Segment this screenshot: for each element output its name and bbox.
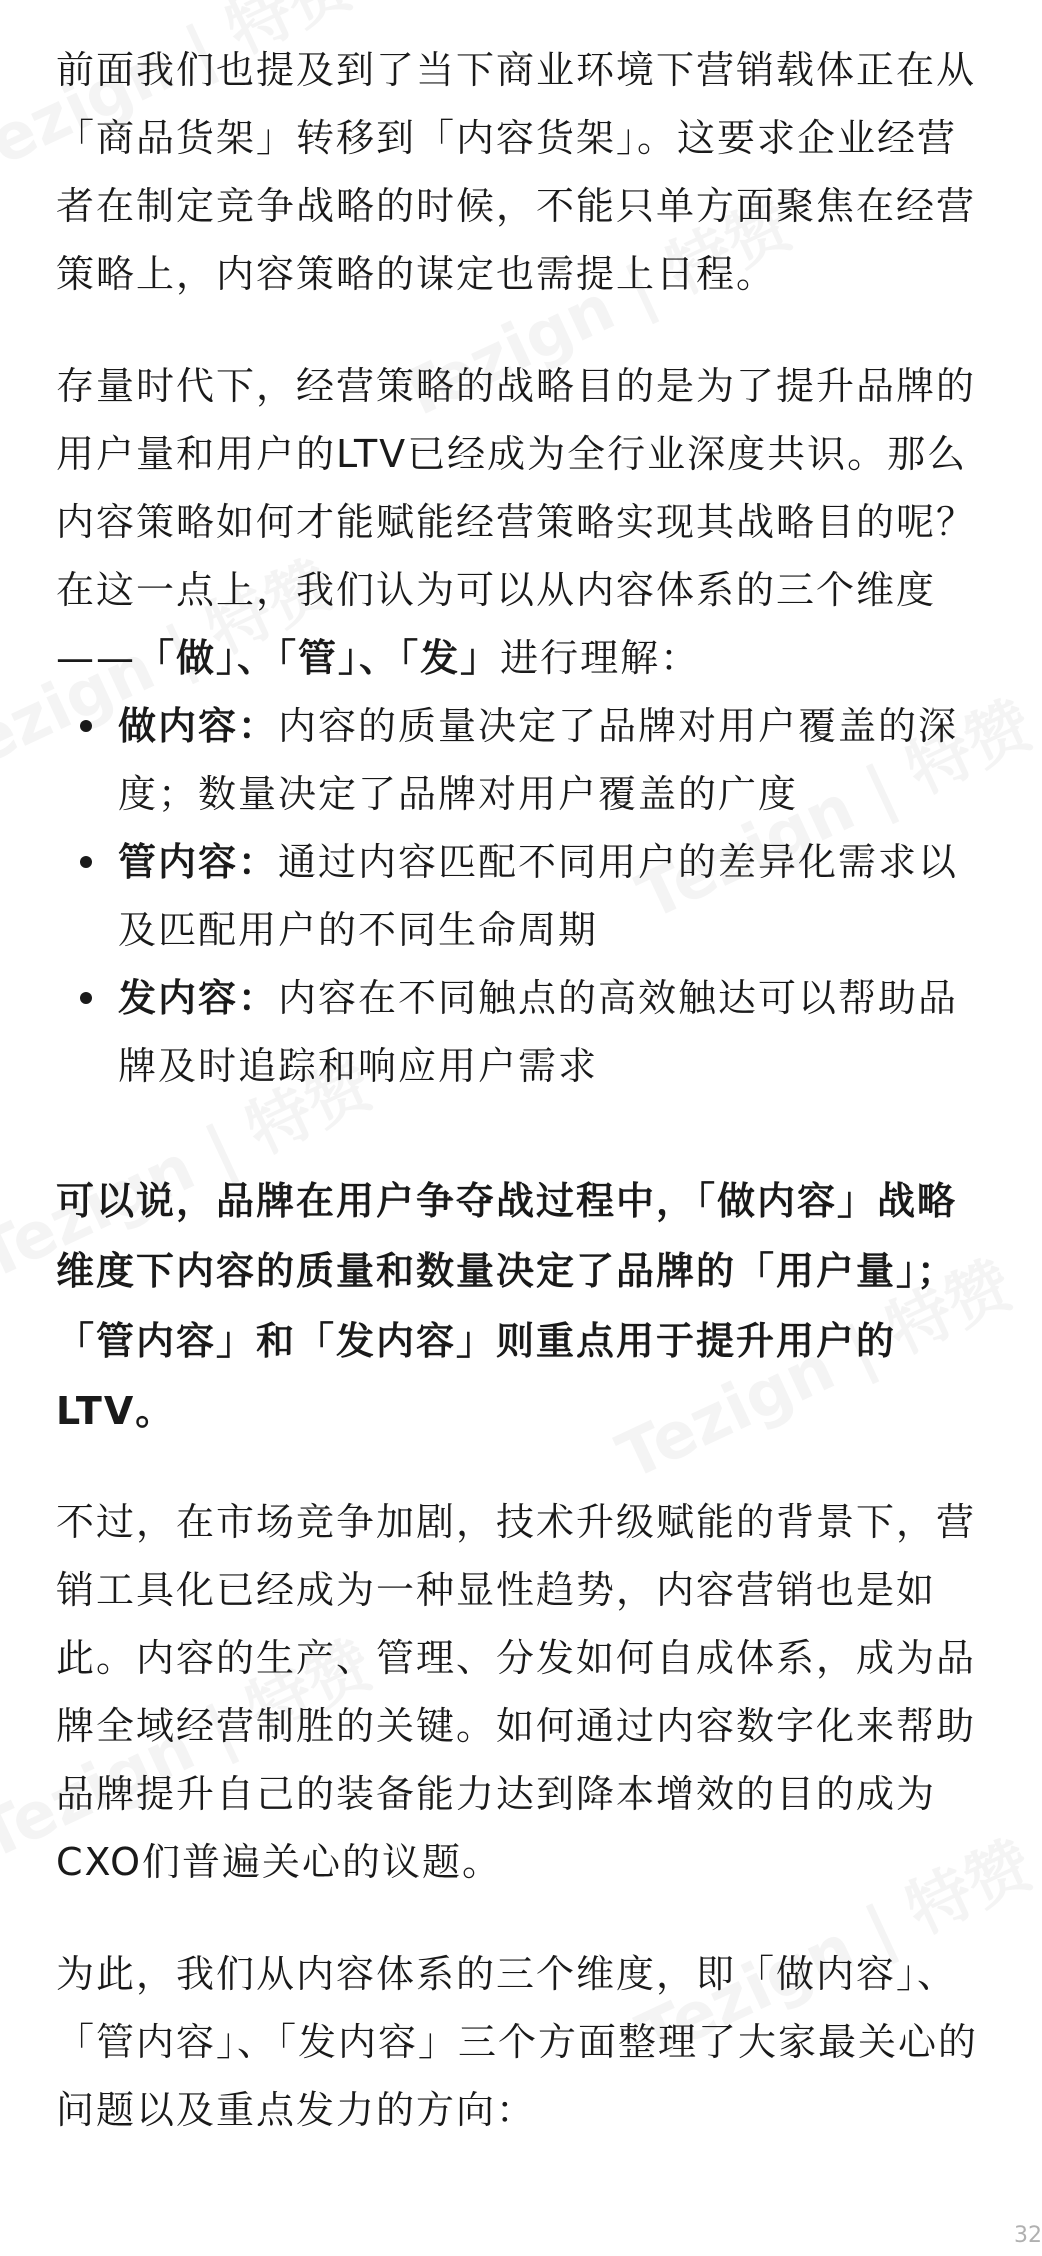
paragraph-conclusion: 可以说，品牌在用户争夺战过程中，「做内容」战略维度下内容的质量和数量决定了品牌的「用户量」；「管内容」和「发内容」则重点用于提升用户的LTV。 — [56, 1179, 958, 1433]
bullet-icon — [80, 992, 92, 1004]
paragraph-digitalization: 不过，在市场竞争加剧，技术升级赋能的背景下，营销工具化已经成为一种显性趋势，内容营销也是如此。内容的生产、管理、分发如何自成体系，成为品牌全域经营制胜的关键。如何通过内容数字化来帮助品牌提升自己的装备能力达到降本增效的目的成为CXO们普遍关心的议题。 — [56, 1500, 977, 1884]
bullet-icon — [80, 720, 92, 732]
dimension-separator: 、 — [359, 636, 400, 680]
list-item-text: 通过内容匹配不同用户的差异化需求以及匹配用户的不同生命周期 — [118, 840, 959, 952]
paragraph-intro: 前面我们也提及到了当下商业环境下营销载体正在从「商品货架」转移到「内容货架」。这要求企业经营者在制定竞争战略的时候，不能只单方面聚焦在经营策略上，内容策略的谋定也需提上日程。 — [56, 48, 977, 296]
list-item — [56, 692, 986, 828]
list-item-text: 内容在不同触点的高效触达可以帮助品牌及时追踪和响应用户需求 — [118, 976, 959, 1088]
paragraph-summary: 为此，我们从内容体系的三个维度，即「做内容」、「管内容」、「发内容」三个方面整理了大家最关心的问题以及重点发力的方向： — [56, 1952, 979, 2132]
article-body — [56, 36, 986, 2144]
list-item — [56, 964, 986, 1100]
dimension-separator: 、 — [237, 636, 278, 680]
bullet-icon — [80, 856, 92, 868]
list-item-term: 做内容： — [118, 704, 279, 748]
page-number: 32 — [1014, 2223, 1042, 2248]
dimension-manage: 「管」 — [277, 636, 360, 680]
dimension-distribute: 「发」 — [399, 636, 501, 680]
list-item-text: 内容的质量决定了品牌对用户覆盖的深度；数量决定了品牌对用户覆盖的广度 — [118, 704, 959, 816]
dimension-make: 「做」 — [136, 636, 238, 680]
paragraph-strategy-tail: 进行理解： — [500, 636, 701, 680]
paragraph-strategy — [56, 352, 986, 692]
list-item — [56, 828, 986, 964]
list-item-term: 发内容： — [118, 976, 279, 1020]
dimension-list — [56, 692, 986, 1100]
list-item-term: 管内容： — [118, 840, 279, 884]
paragraph-strategy-text: 存量时代下，经营策略的战略目的是为了提升品牌的用户量和用户的LTV已经成为全行业深度共识。那么内容策略如何才能赋能经营策略实现其战略目的呢？在这一点上，我们认为可以从内容体系的三个维度—— — [56, 364, 977, 680]
